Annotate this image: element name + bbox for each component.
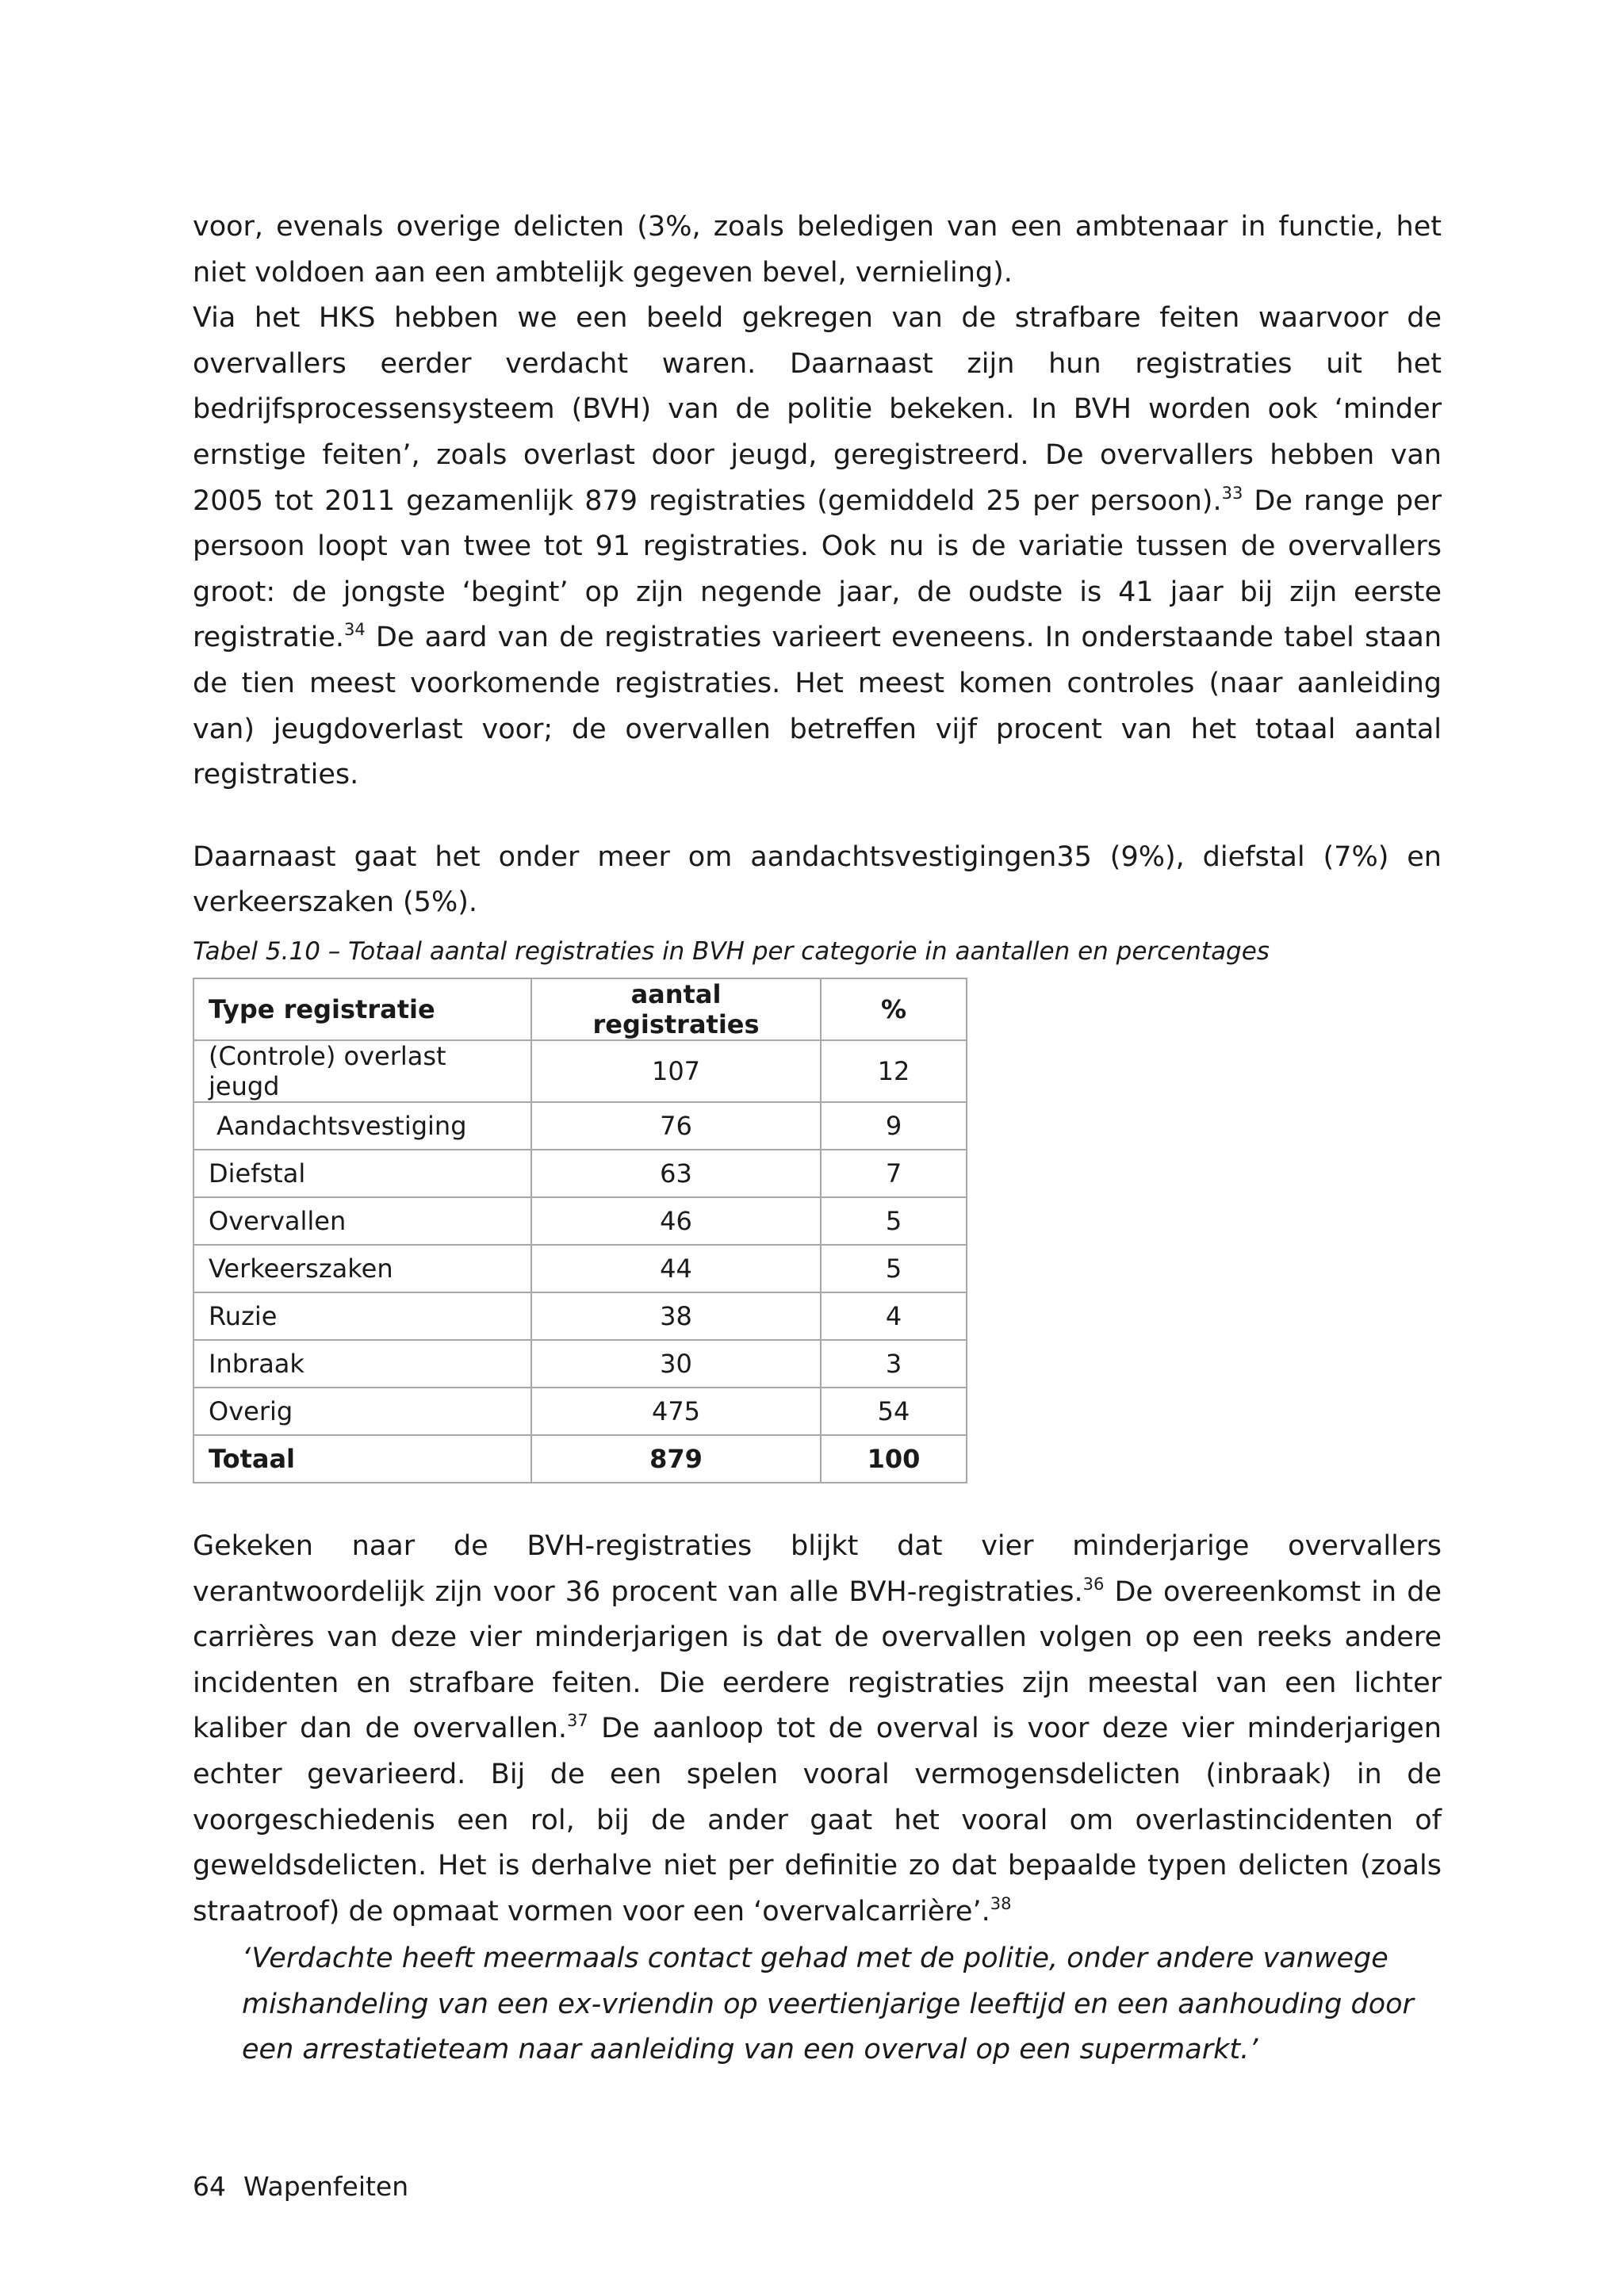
block-quote: ‘Verdachte heeft meermaals contact gehad met de politie, onder andere vanwege mishandeling van een ex-vriendin op veertienjarige leeftijd en een aanhouding door een arrestatieteam naar aanleiding van een overval op een supermarkt.’ [242, 1943, 1414, 2066]
table-row [193, 1197, 967, 1245]
paragraph-spacer [193, 798, 1442, 835]
cell-count: 30 [531, 1340, 821, 1388]
cell-type: Diefstal [193, 1150, 531, 1197]
table-row [193, 1388, 967, 1435]
running-title: Wapenfeiten [243, 2171, 409, 2202]
cell-count: 46 [531, 1197, 821, 1245]
cell-type: Verkeerszaken [193, 1245, 531, 1292]
header-cell: aantal registraties [531, 978, 821, 1040]
cell-type: Inbraak [193, 1340, 531, 1388]
table-caption: Tabel 5.10 – Totaal aantal registraties in BVH per categorie in aantallen en percentages [193, 937, 1270, 966]
cell-count: 63 [531, 1150, 821, 1197]
cell-type: Overvallen [193, 1197, 531, 1245]
cell-type: Aandachtsvestiging [193, 1102, 531, 1150]
cell-type: (Controle) overlast jeugd [193, 1040, 531, 1102]
text-run: De aard van de registraties varieert eveneens. In onderstaande tabel staan de tien meest voorkomende registraties. Het meest komen controles (naar aanleiding van) jeugdoverlast voor; de overvallen betreffen vijf procent van het totaal aantal registraties. [193, 622, 1442, 791]
text-run: De aanloop tot de overval is voor deze vier minderjarigen echter gevarieerd. Bij de een spelen vooral vermogensdelicten (inbraak) in de voorgeschiedenis een rol, bij de ander gaat het vooral om overlastincidenten of geweldsdelicten. Het is derhalve niet per definitie zo dat bepaalde typen delicten (zoals straatroof) de opmaat vormen voor een ‘overvalcarrière’. [193, 1713, 1442, 1927]
cell-type: Ruzie [193, 1292, 531, 1340]
registrations-table [193, 978, 967, 1483]
table-total-row [193, 1435, 967, 1483]
table-row [193, 1150, 967, 1197]
cell-percent: 4 [821, 1292, 967, 1340]
table-row [193, 1102, 967, 1150]
page-number: 64 [193, 2171, 226, 2202]
text-run: Via het HKS hebben we een beeld gekregen van de strafbare feiten waarvoor de overvallers eerder verdacht waren. Daarnaast zijn hun registraties uit het bedrijfsprocessensysteem (BVH) van de politie bekeken. In BVH worden ook ‘minder ernstige feiten’, zoals overlast door jeugd, geregistreerd. De overvallers hebben van 2005 tot 2011 gezamenlijk 879 registraties (gemiddeld 25 per persoon). [193, 302, 1442, 517]
cell-percent: 9 [821, 1102, 967, 1150]
cell-percent: 100 [821, 1435, 967, 1483]
paragraph: Daarnaast gaat het onder meer om aandachtsvestigingen35 (9%), diefstal (7%) en verkeerszaken (5%). [193, 840, 1442, 919]
footnote-ref[interactable]: 36 [1082, 1574, 1105, 1594]
body-text-top [193, 205, 1442, 926]
footnote-ref[interactable]: 34 [344, 620, 366, 640]
cell-percent: 7 [821, 1150, 967, 1197]
text-run: De overeenkomst in de carrières van deze vier minderjarigen is dat de overvallen volgen op een reeks andere incidenten en strafbare feiten. Die eerdere registraties zijn meestal van een lichter kaliber dan de overvallen. [193, 1575, 1442, 1745]
cell-type: Overig [193, 1388, 531, 1435]
cell-percent: 54 [821, 1388, 967, 1435]
paragraph: voor, evenals overige delicten (3%, zoals beledigen van een ambtenaar in functie, het niet voldoen aan een ambtelijk gegeven bevel, vernieling). [193, 211, 1442, 289]
table-row [193, 1340, 967, 1388]
cell-count: 76 [531, 1102, 821, 1150]
header-cell: % [821, 978, 967, 1040]
header-cell: Type registratie [193, 978, 531, 1040]
cell-count: 879 [531, 1435, 821, 1483]
table-row [193, 1040, 967, 1102]
cell-percent: 12 [821, 1040, 967, 1102]
cell-count: 38 [531, 1292, 821, 1340]
cell-percent: 5 [821, 1197, 967, 1245]
cell-type: Totaal [193, 1435, 531, 1483]
table-row [193, 1245, 967, 1292]
table-header-row [193, 978, 967, 1040]
cell-percent: 5 [821, 1245, 967, 1292]
cell-count: 44 [531, 1245, 821, 1292]
table-row [193, 1292, 967, 1340]
text-run: De range per persoon loopt van twee tot 91 registraties. Ook nu is de variatie tussen de overvallers groot: de jongste ‘begint’ op zijn negende jaar, de oudste is 41 jaar bij zijn eerste registratie. [193, 484, 1442, 654]
footnote-ref[interactable]: 37 [567, 1711, 588, 1731]
footnote-ref[interactable]: 33 [1221, 483, 1243, 503]
body-text-bottom [193, 1524, 1442, 1935]
cell-percent: 3 [821, 1340, 967, 1388]
cell-count: 475 [531, 1388, 821, 1435]
paragraph [193, 1524, 1442, 1935]
page-footer [193, 2171, 408, 2202]
text-run: Gekeken naar de BVH-registraties blijkt dat vier minderjarige overvallers verantwoordelijk zijn voor 36 procent van alle BVH-registraties. [193, 1530, 1442, 1608]
paragraph [193, 296, 1442, 798]
footnote-ref[interactable]: 38 [990, 1893, 1012, 1913]
cell-count: 107 [531, 1040, 821, 1102]
